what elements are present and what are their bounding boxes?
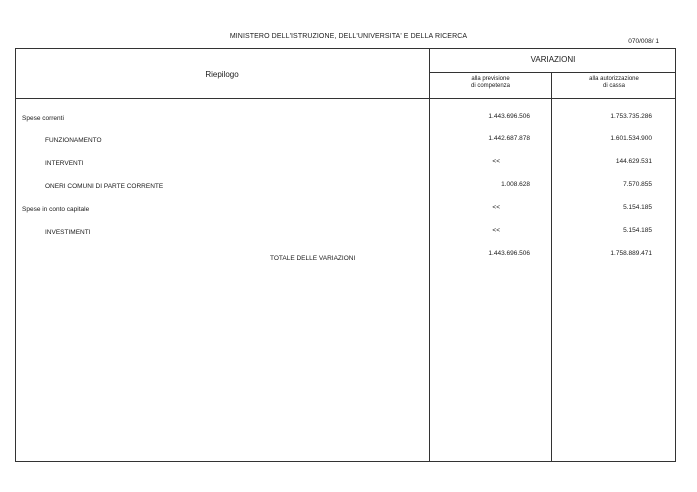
row-spese-correnti-cassa: 1.753.735.286 (610, 113, 652, 120)
row-investimenti-cassa: 5.154.185 (623, 227, 652, 234)
row-oneri-comuni-competenza: 1.008.628 (501, 181, 530, 188)
row-oneri-comuni-label: ONERI COMUNI DI PARTE CORRENTE (45, 183, 164, 190)
row-funzionamento-competenza: 1.442.687.878 (488, 135, 530, 142)
row-investimenti-label: INVESTIMENTI (45, 229, 91, 236)
document-code: 070/008/ 1 (628, 38, 659, 45)
col-cassa-header (552, 76, 676, 90)
row-funzionamento-label: FUNZIONAMENTO (45, 137, 102, 144)
row-interventi-competenza: << (492, 158, 500, 165)
total-label: TOTALE DELLE VARIAZIONI (270, 255, 356, 262)
row-spese-correnti-competenza: 1.443.696.506 (488, 113, 530, 120)
total-cassa: 1.758.889.471 (610, 250, 652, 257)
col-competenza-header (430, 76, 551, 90)
row-funzionamento-cassa: 1.601.534.900 (610, 135, 652, 142)
col-competenza-line2: di competenza (470, 83, 511, 89)
variazioni-divider (429, 72, 676, 73)
column-divider-2 (551, 72, 552, 462)
col-competenza-line1: alla previsione (471, 76, 510, 82)
row-investimenti-competenza: << (492, 227, 500, 234)
row-spese-conto-capitale-cassa: 5.154.185 (623, 204, 652, 211)
row-spese-conto-capitale-label: Spese in conto capitale (22, 206, 90, 213)
row-oneri-comuni-cassa: 7.570.855 (623, 181, 652, 188)
col-cassa-line2: di cassa (602, 83, 625, 89)
riepilogo-header: Riepilogo (205, 70, 239, 79)
variazioni-header: VARIAZIONI (530, 55, 576, 64)
total-competenza: 1.443.696.506 (488, 250, 530, 257)
header-bottom-rule (15, 98, 676, 99)
row-spese-conto-capitale-competenza: << (492, 204, 500, 211)
row-spese-correnti-label: Spese correnti (22, 115, 64, 122)
ministry-title: MINISTERO DELL'ISTRUZIONE, DELL'UNIVERSITA' E DELLA RICERCA (229, 33, 468, 40)
col-cassa-line1: alla autorizzazione (589, 76, 639, 82)
row-interventi-cassa: 144.629.531 (615, 158, 652, 165)
row-interventi-label: INTERVENTI (45, 160, 84, 167)
